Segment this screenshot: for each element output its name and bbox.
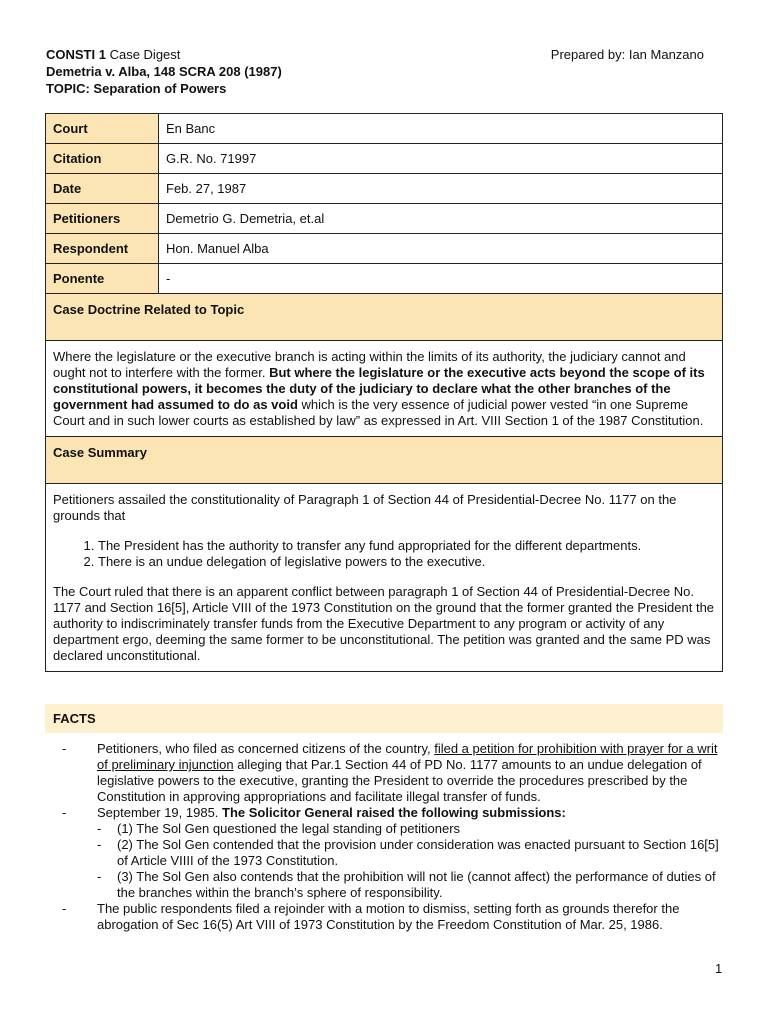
sub-list-item	[97, 837, 722, 869]
page-number: 1	[715, 961, 723, 976]
summary-intro: Petitioners assailed the constitutionality of Paragraph 1 of Section 44 of Presidential-Decree No. 1177 on the grounds that	[53, 492, 677, 523]
bullet-dash: -	[62, 805, 67, 820]
bullet-dash: -	[97, 821, 102, 836]
date-label: Date	[46, 174, 159, 204]
fact-1-text-b: alleging that Par.1 Section 44 of PD No. 1177 amounts to an undue delegation of legislative powers to the executive, granting the President to override the procedures prescribed by the Constitution in approving appropriations and facilitate illegal transfer of funds.	[97, 757, 702, 804]
table-row	[46, 144, 723, 174]
petitioners-label: Petitioners	[46, 204, 159, 234]
table-row	[46, 341, 723, 437]
list-item	[62, 901, 722, 933]
table-row	[46, 294, 723, 341]
ponente-label: Ponente	[46, 264, 159, 294]
date-value: Feb. 27, 1987	[159, 174, 723, 204]
list-item	[62, 805, 722, 901]
table-row	[46, 437, 723, 484]
fact-2-bold: The Solicitor General raised the following submissions:	[222, 805, 566, 820]
court-label: Court	[46, 114, 159, 144]
sub-item-text: (2) The Sol Gen contended that the provision under consideration was enacted pursuant to Section 16[5] of Article VIIII of the 1973 Constitution.	[117, 837, 719, 868]
court-value: En Banc	[159, 114, 723, 144]
subject-rest: Case Digest	[105, 47, 181, 62]
sub-item-text: (1) The Sol Gen questioned the legal standing of petitioners	[117, 821, 461, 836]
table-row	[46, 484, 723, 672]
subject-bold: CONSTI 1	[46, 47, 106, 62]
doctrine-text-1: Where the legislature or the executive branch is acting within the limits of its authority, the judiciary cannot and ought not to interfere with the former.	[53, 349, 686, 380]
bullet-dash: -	[62, 901, 67, 916]
citation-label: Citation	[46, 144, 159, 174]
topic: TOPIC: Separation of Powers	[46, 81, 227, 96]
facts-heading: FACTS	[53, 711, 96, 726]
respondent-label: Respondent	[46, 234, 159, 264]
case-title: Demetria v. Alba, 148 SCRA 208 (1987)	[46, 64, 282, 79]
doctrine-heading: Case Doctrine Related to Topic	[46, 294, 723, 341]
bullet-dash: -	[62, 741, 67, 756]
fact-3-text: The public respondents filed a rejoinder with a motion to dismiss, setting forth as grounds therefor the abrogation of Sec 16(5) Art VIII of 1973 Constitution by the Freedom Constitution of Mar. 25, 1986.	[97, 901, 680, 932]
sub-item-text: (3) The Sol Gen also contends that the prohibition will not lie (cannot affect) the performance of duties of the branches within the branch’s sphere of responsibility.	[117, 869, 716, 900]
prepared-by: Prepared by: Ian Manzano	[550, 47, 704, 62]
respondent-value: Hon. Manuel Alba	[159, 234, 723, 264]
ponente-value: -	[159, 264, 723, 294]
summary-list	[53, 538, 715, 570]
table-row	[46, 174, 723, 204]
doctrine-text-bold: But where the legislature or the executive acts beyond the scope of its constitutional powers, it becomes the duty of the judiciary to declare what the other branches of the government had assumed to do as void	[53, 365, 705, 412]
list-item: 2. There is an undue delegation of legislative powers to the executive.	[98, 554, 715, 570]
petitioners-value: Demetrio G. Demetria, et.al	[159, 204, 723, 234]
table-row	[46, 234, 723, 264]
list-item	[62, 741, 722, 805]
fact-1-underlined: filed a petition for prohibition with prayer for a writ of preliminary injunction	[97, 741, 718, 772]
doctrine-text-2: which is the very essence of judicial power vested “in one Supreme Court and in such lower courts as established by law” as expressed in Art. VIII Section 1 of the 1987 Constitution.	[53, 397, 704, 428]
table-row	[46, 114, 723, 144]
bullet-dash: -	[97, 837, 102, 852]
doctrine-text	[46, 341, 723, 437]
bullet-dash: -	[97, 869, 102, 884]
list-item: 1. The President has the authority to transfer any fund appropriated for the different departments.	[98, 538, 715, 554]
summary-text	[46, 484, 723, 672]
sub-list-item	[97, 821, 722, 837]
table-row	[46, 204, 723, 234]
facts-heading-bar	[45, 704, 723, 733]
case-info-table	[45, 113, 723, 672]
citation-value: G.R. No. 71997	[159, 144, 723, 174]
fact-1-text-a: Petitioners, who filed as concerned citizens of the country,	[97, 741, 435, 756]
fact-2-date: September 19, 1985.	[97, 805, 223, 820]
table-row	[46, 264, 723, 294]
facts-list	[62, 741, 722, 933]
summary-heading: Case Summary	[46, 437, 723, 484]
sub-list-item	[97, 869, 722, 901]
summary-conclusion: The Court ruled that there is an apparent conflict between paragraph 1 of Section 44 of Presidential-Decree No. 1177 and Section 16[5], Article VIII of the 1973 Constitution on the ground that the former granted the President the authority to indiscriminately transfer funds from the Executive Department to any program or activity of any department ergo, deeming the same former to be unconstitutional. The petition was granted and the same PD was declared unconstitutional.	[53, 584, 715, 663]
